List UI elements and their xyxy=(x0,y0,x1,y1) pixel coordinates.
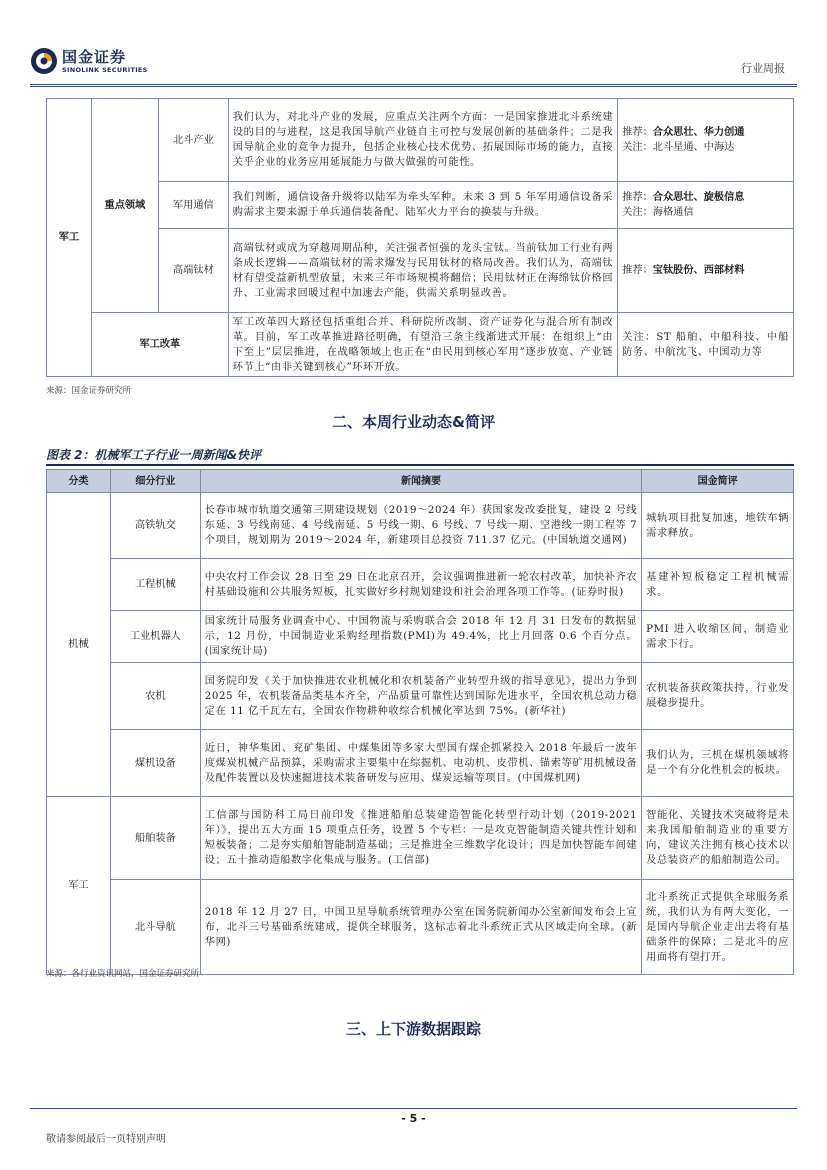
figure2-rule xyxy=(46,464,794,466)
sub-sector-cell: 北斗产业 xyxy=(158,99,228,182)
rec-prefix: 推荐： xyxy=(622,192,653,203)
comment-cell: 基建补短板稳定工程机械需求。 xyxy=(642,559,794,611)
sub-sector-cell: 军用通信 xyxy=(158,182,228,229)
table-row xyxy=(47,99,794,182)
comment-cell: 城轨项目批复加速，地铁车辆需求释放。 xyxy=(642,493,794,559)
analysis-cell: 我们判断，通信设备升级将以陆军为牵头军种。未来 3 到 5 年军用通信设备采购需求主要来源于单兵通信装备配、陆军火力平台的换装与升级。 xyxy=(228,182,617,229)
comment-cell: 农机装备获政策扶持，行业发展稳步提升。 xyxy=(642,663,794,730)
disclaimer-note: 敬请参阅最后一页特别声明 xyxy=(46,1134,166,1145)
figure2-title: 图表 2：机械军工子行业一周新闻&快评 xyxy=(46,448,261,462)
table-row xyxy=(47,611,794,663)
sub-sector-cell: 煤机设备 xyxy=(110,730,200,797)
analysis-cell: 高端钛材或成为穿越周期品种，关注强者恒强的龙头宝钛。当前钛加工行业有两条成长逻辑——高端钛材的需求爆发与民用钛材的格局改善。我们认为，高端钛材有望受益新机型放量，未来三年市场规模将翻倍；民用钛材正在海绵钛价格回升、工业需求回暖过程中加速去产能，供需关系明显改善。 xyxy=(228,229,617,313)
analysis-cell: 我们认为，对北斗产业的发展，应重点关注两个方面：一是国家推进北斗系统建设的目的与进程，这是我国导航产业链自主可控与发展创新的基础条件；二是我国导航企业的竞争力提升，包括企业核心技术优势、拓展国际市场的能力，直接关乎企业的业务应用延展能力与做大做强的可能性。 xyxy=(228,99,617,182)
table1-source: 来源：国金证券研究所 xyxy=(46,386,132,396)
column-header: 细分行业 xyxy=(110,470,200,493)
sector-cell: 军工 xyxy=(47,99,92,377)
rec-stocks: 宝钛股份、西部材料 xyxy=(652,264,745,276)
column-header: 分类 xyxy=(47,470,111,493)
sub-sector-cell: 北斗导航 xyxy=(110,880,200,975)
news-cell: 工信部与国防科工局日前印发《推进船舶总装建造智能化转型行动计划（2019-2021 年）》，提出五大方面 15 项重点任务，设置 5 个专栏：一是攻克智能制造关键共性计划和短板装备；二是夯实船舶智能制造基础；三是推进全三维数字化设计；四是加快智能车间建设；五十推动造船数字化集成与服务。(工信部) xyxy=(200,797,641,880)
recommendation-cell xyxy=(618,99,794,182)
news-cell: 长春市城市轨道交通第三期建设规划（2019～2024 年）获国家发改委批复，建设 2 号线东延、3 号线南延、4 号线南延、5 号线一期、6 号线、7 号线一期、空港线一期工程等 7 个项目，规划期为 2019～2024 年，新建项目总投资 711.37 亿元。(中国轨道交通网) xyxy=(200,493,641,559)
table-row xyxy=(47,730,794,797)
footer-divider xyxy=(30,1108,797,1109)
rec-prefix: 推荐： xyxy=(622,127,653,138)
comment-cell: PMI 进入收缩区间，制造业需求下行。 xyxy=(642,611,794,663)
table-row xyxy=(47,663,794,730)
sub-sector-cell: 工程机械 xyxy=(110,559,200,611)
header-divider-secondary xyxy=(30,86,797,87)
rec-prefix: 推荐： xyxy=(622,265,653,276)
recommendation-cell xyxy=(618,182,794,229)
sub-sector-cell: 高端钛材 xyxy=(158,229,228,313)
table2-source: 来源：各行业资讯网站，国金证券研究所 xyxy=(46,969,200,979)
sub-sector-cell: 船舶装备 xyxy=(110,797,200,880)
table-row xyxy=(47,493,794,559)
brand-name-en: SINOLINK SECURITIES xyxy=(62,66,148,74)
table-row xyxy=(47,797,794,880)
rec-stocks: 合众思壮、旋极信息 xyxy=(652,191,745,203)
follow-stocks: 关注：海格通信 xyxy=(622,207,694,218)
military-focus-table xyxy=(46,98,794,377)
table-header-row xyxy=(47,470,794,493)
comment-cell: 智能化、关键技术突破将是未来我国船舶制造业的重要方向，建议关注拥有核心技术以及总装资产的船舶制造公司。 xyxy=(642,797,794,880)
comment-cell: 北斗系统正式提供全球服务系统，我们认为有两大变化，一是国内导航企业走出去将有基础条件的保障；二是北斗的应用面将有望打开。 xyxy=(642,880,794,975)
focus-area-cell: 重点领域 xyxy=(91,99,158,313)
comment-cell: 我们认为，三机在煤机领域将是一个有分化性机会的板块。 xyxy=(642,730,794,797)
sub-sector-cell: 高铁轨交 xyxy=(110,493,200,559)
table-row xyxy=(47,229,794,313)
news-cell: 国务院印发《关于加快推进农业机械化和农机装备产业转型升级的指导意见》，提出力争到 2025 年，农机装备品类基本齐全，产品质量可靠性达到国际先进水平，全国农机总动力稳定在 11 亿千瓦左右，全国农作物耕种收综合机械化率达到 75%。(新华社) xyxy=(200,663,641,730)
category-cell: 军工 xyxy=(47,797,111,975)
news-cell: 中央农村工作会议 28 日至 29 日在北京召开，会议强调推进新一轮农村改革，加快补齐农村基础设施和公共服务短板，扎实做好乡村规划建设和社会治理各项工作等。(证券时报) xyxy=(200,559,641,611)
analysis-cell: 军工改革四大路径包括重组合并、科研院所改制、资产证券化与混合所有制改革。目前，军工改革推进路径明确，有望沿三条主线渐进式开展：在组织上“由下至上”层层推进，在战略领域上也正在“由民用到核心军用”逐步放宽、产业链环节上“由非关键到核心”环环开放。 xyxy=(228,313,617,377)
brand-name-cn: 国金证券 xyxy=(62,48,127,66)
section3-title: 三、上下游数据跟踪 xyxy=(345,1020,481,1038)
sinolink-logo-icon xyxy=(30,47,58,75)
table-row xyxy=(47,313,794,377)
sub-sector-cell: 农机 xyxy=(110,663,200,730)
header-divider xyxy=(30,84,797,85)
recommendation-cell xyxy=(618,229,794,313)
section2-title: 二、本周行业动态&简评 xyxy=(331,413,496,431)
category-cell: 机械 xyxy=(47,493,111,797)
table-row xyxy=(47,559,794,611)
news-cell: 2018 年 12 月 27 日，中国卫星导航系统管理办公室在国务院新闻办公室新闻发布会上宣布，北斗三号基础系统建成，提供全球服务，这标志着北斗系统正式从区域走向全球。(新华网) xyxy=(200,880,641,975)
follow-stocks: 关注：ST 船舶、中船科技、中船防务、中航沈飞、中国动力等 xyxy=(618,313,794,377)
table-row xyxy=(47,182,794,229)
table-row xyxy=(47,880,794,975)
news-table xyxy=(46,469,794,975)
reform-label-cell: 军工改革 xyxy=(91,313,228,377)
column-header: 新闻摘要 xyxy=(200,470,641,493)
sub-sector-cell: 工业机器人 xyxy=(110,611,200,663)
news-cell: 国家统计局服务业调查中心、中国物流与采购联合会 2018 年 12 月 31 日发布的数据显示，12 月份，中国制造业采购经理指数(PMI)为 49.4%，比上月回落 0.6 个百分点。(国家统计局) xyxy=(200,611,641,663)
news-cell: 近日，神华集团、兖矿集团、中煤集团等多家大型国有煤企抓紧投入 2018 年最后一波年度煤炭机械产品预算，采购需求主要集中在综掘机、电动机、皮带机、锚索等矿用机械设备及配件装置以及快速掘进技术装备研发与应用、煤炭运输等项目。(中国煤机网) xyxy=(200,730,641,797)
report-type: 行业周报 xyxy=(741,62,785,75)
follow-stocks: 关注：北斗星通、中海达 xyxy=(622,142,735,153)
rec-stocks: 合众思壮、华力创通 xyxy=(652,126,745,138)
page-number: - 5 - xyxy=(401,1112,426,1125)
column-header: 国金简评 xyxy=(642,470,794,493)
